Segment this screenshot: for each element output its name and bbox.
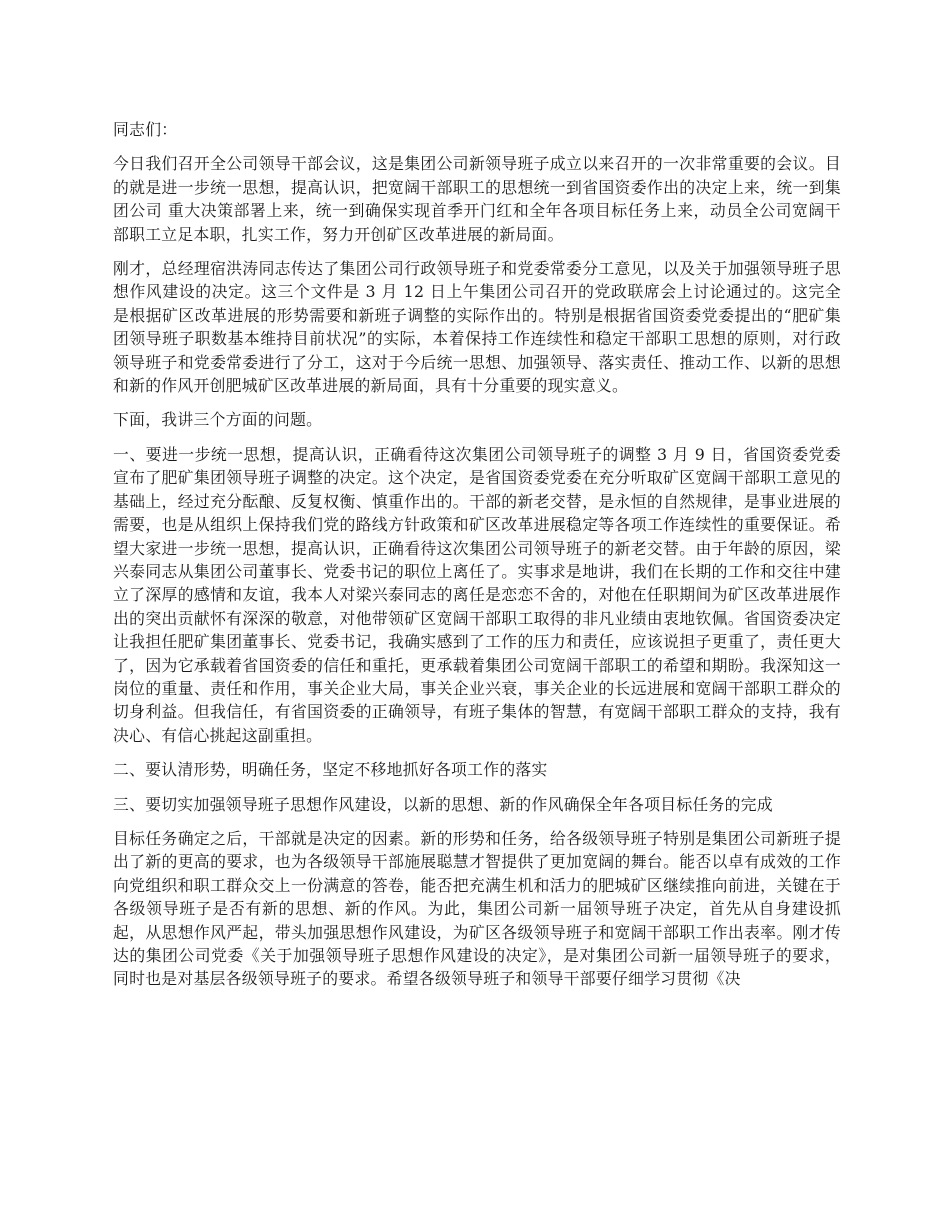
salutation: 同志们：	[113, 120, 178, 139]
document-page	[113, 118, 841, 1002]
section-two-heading: 二、要认清形势，明确任务，坚定不移地抓好各项工作的落实	[113, 760, 548, 780]
paragraph-outline: 下面，我讲三个方面的问题。	[113, 410, 323, 430]
section-one: 一、要进一步统一思想，提高认识，正确看待这次集团公司领导班子的调整 3 月 9 日，省国资委党委宣布了肥矿集团领导班子调整的决定。这个决定，是省国资委党委在充分听取矿区宽阔干部职工意见的基础上，经过充分酝酿、反复权衡、慎重作出的。干部的新老交替，是永恒的自然规律，是事业进展的需要，也是从组织上保持我们党的路线方针政策和矿区改革进展稳定等各项工作连续性的重要保证。希望大家进一步统一思想，提高认识，正确看待这次集团公司领导班子的新老交替。由于年龄的原因，梁兴泰同志从集团公司董事长、党委书记的职位上离任了。实事求是地讲，我们在长期的工作和交往中建立了深厚的感情和友谊，我本人对梁兴泰同志的离任是恋恋不舍的，对他在任职期间为矿区改革进展作出的突出贡献怀有深深的敬意，对他带领矿区宽阔干部职工取得的非凡业绩由衷地钦佩。省国资委决定让我担任肥矿集团董事长、党委书记，我确实感到了工作的压力和责任，应该说担子更重了，责任更大了，因为它承载着省国资委的信任和重托，更承载着集团公司宽阔干部职工的希望和期盼。我深知这一岗位的重量、责任和作用，事关企业大局，事关企业兴衰，事关企业的长远进展和宽阔干部职工群众的切身利益。但我信任，有省国资委的正确领导，有班子集体的智慧，有宽阔干部职工群众的支持，我有决心、有信心挑起这副重担。	[113, 444, 841, 745]
section-three-body: 目标任务确定之后，干部就是决定的因素。新的形势和任务，给各级领导班子特别是集团公司新班子提出了新的更高的要求，也为各级领导干部施展聪慧才智提供了更加宽阔的舞台。能否以卓有成效的工作向党组织和职工群众交上一份满意的答卷，能否把充满生机和活力的肥城矿区继续推向前进，关键在于各级领导班子是否有新的思想、新的作风。为此，集团公司新一届领导班子决定，首先从自身建设抓起，从思想作风严起，带头加强思想作风建设，为矿区各级领导班子和宽阔干部职工作出表率。刚才传达的集团公司党委《关于加强领导班子思想作风建设的决定》，是对集团公司新一届领导班子的要求，同时也是对基层各级领导班子的要求。希望各级领导班子和领导干部要仔细学习贯彻《决	[113, 828, 841, 989]
paragraph-opening: 今日我们召开全公司领导干部会议，这是集团公司新领导班子成立以来召开的一次非常重要的会议。目的就是进一步统一思想，提高认识，把宽阔干部职工的思想统一到省国资委作出的决定上来，统一到集团公司 重大决策部署上来，统一到确保实现首季开门红和全年各项目标任务上来，动员全公司宽阔干部职工立足本职，扎实工作，努力开创矿区改革进展的新局面。	[113, 154, 841, 244]
paragraph-context: 刚才，总经理宿洪涛同志传达了集团公司行政领导班子和党委常委分工意见，以及关于加强领导班子思想作风建设的决定。这三个文件是 3 月 12 日上午集团公司召开的党政联席会上讨论通过的。这完全是根据矿区改革进展的形势需要和新班子调整的实际作出的。特别是根据省国资委党委提出的“肥矿集团领导班子职数基本维持目前状况”的实际，本着保持工作连续性和稳定干部职工思想的原则，对行政领导班子和党委常委进行了分工，这对于今后统一思想、加强领导、落实责任、推动工作、以新的思想和新的作风开创肥城矿区改革进展的新局面，具有十分重要的现实意义。	[113, 259, 841, 396]
section-three-heading: 三、要切实加强领导班子思想作风建设，以新的思想、新的作风确保全年各项目标任务的完成	[113, 794, 773, 814]
